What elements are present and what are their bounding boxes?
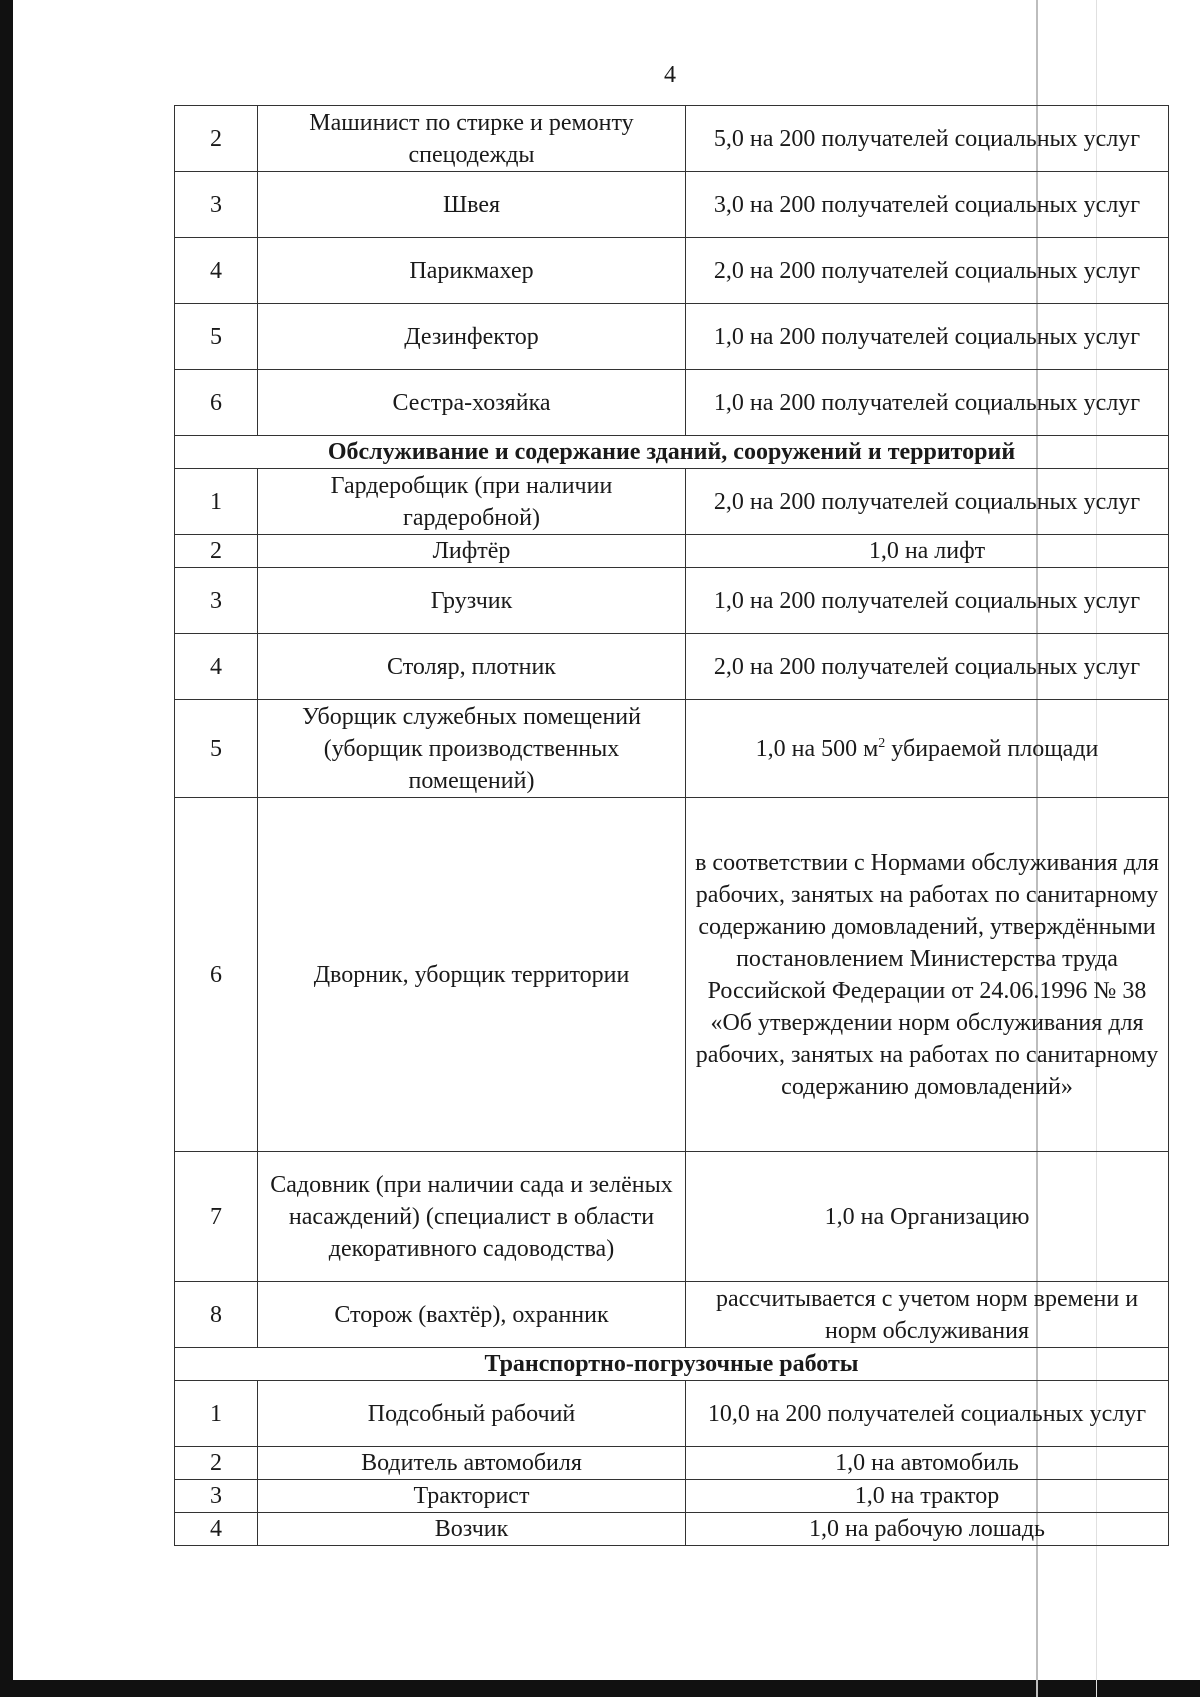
norm-text-suffix: убираемой площади: [885, 735, 1099, 762]
position-name: Машинист по стирке и ремонту спецодежды: [258, 106, 686, 172]
staffing-norm: [686, 700, 1169, 798]
table-row: [175, 798, 1169, 1152]
staffing-norm: рассчитывается с учетом норм времени и норм обслуживания: [686, 1282, 1169, 1348]
table-row: [175, 1447, 1169, 1480]
position-name: Столяр, плотник: [258, 634, 686, 700]
staffing-norm: 5,0 на 200 получателей социальных услуг: [686, 106, 1169, 172]
table-row: [175, 304, 1169, 370]
table-row: [175, 1282, 1169, 1348]
staffing-norms-table: [174, 105, 1169, 1546]
section-header-row: [175, 1348, 1169, 1381]
position-name: Садовник (при наличии сада и зелёных насаждений) (специалист в области декоративного садоводства): [258, 1152, 686, 1282]
table-row: [175, 238, 1169, 304]
row-number: 1: [175, 469, 258, 535]
staffing-norm: 2,0 на 200 получателей социальных услуг: [686, 634, 1169, 700]
row-number: 2: [175, 106, 258, 172]
table-row: [175, 700, 1169, 798]
row-number: 1: [175, 1381, 258, 1447]
position-name: Водитель автомобиля: [258, 1447, 686, 1480]
row-number: 4: [175, 634, 258, 700]
table-row: [175, 172, 1169, 238]
row-number: 3: [175, 568, 258, 634]
row-number: 3: [175, 1480, 258, 1513]
row-number: 6: [175, 798, 258, 1152]
page-number: 4: [664, 62, 676, 88]
position-name: Гардеробщик (при наличии гардеробной): [258, 469, 686, 535]
position-name: Швея: [258, 172, 686, 238]
section-title: Транспортно-погрузочные работы: [175, 1348, 1169, 1381]
position-name: Возчик: [258, 1513, 686, 1546]
norm-superscript: 2: [878, 735, 886, 751]
position-name: Подсобный рабочий: [258, 1381, 686, 1447]
table-row: [175, 1152, 1169, 1282]
scan-bottom-edge: [0, 1680, 1200, 1697]
position-name: Тракторист: [258, 1480, 686, 1513]
position-name: Парикмахер: [258, 238, 686, 304]
row-number: 4: [175, 1513, 258, 1546]
row-number: 2: [175, 535, 258, 568]
norm-text: 1,0 на 500 м: [755, 735, 879, 762]
staffing-norm: 2,0 на 200 получателей социальных услуг: [686, 469, 1169, 535]
table-row: [175, 1480, 1169, 1513]
table-row: [175, 370, 1169, 436]
staffing-norm: 1,0 на рабочую лошадь: [686, 1513, 1169, 1546]
row-number: 5: [175, 304, 258, 370]
table-row: [175, 568, 1169, 634]
position-name: Дезинфектор: [258, 304, 686, 370]
row-number: 4: [175, 238, 258, 304]
table-row: [175, 1381, 1169, 1447]
row-number: 7: [175, 1152, 258, 1282]
staffing-norm: 1,0 на 200 получателей социальных услуг: [686, 568, 1169, 634]
staffing-norm: 1,0 на 200 получателей социальных услуг: [686, 304, 1169, 370]
staffing-norm: 1,0 на 200 получателей социальных услуг: [686, 370, 1169, 436]
table-row: [175, 106, 1169, 172]
row-number: 5: [175, 700, 258, 798]
staffing-norm: 1,0 на лифт: [686, 535, 1169, 568]
table-row: [175, 469, 1169, 535]
position-name: Дворник, уборщик территории: [258, 798, 686, 1152]
row-number: 3: [175, 172, 258, 238]
staffing-norm: в соответствии с Нормами обслуживания для рабочих, занятых на работах по санитарному содержанию домовладений, утверждёнными постановлением Министерства труда Российской Федерации от 24.06.1996 № 38 «Об утверждении норм обслуживания для рабочих, занятых на работах по санитарному содержанию домовладений»: [686, 798, 1169, 1152]
row-number: 2: [175, 1447, 258, 1480]
staffing-norm: 10,0 на 200 получателей социальных услуг: [686, 1381, 1169, 1447]
position-name: Сестра-хозяйка: [258, 370, 686, 436]
staffing-norm: 2,0 на 200 получателей социальных услуг: [686, 238, 1169, 304]
section-header-row: [175, 436, 1169, 469]
staffing-norm: 3,0 на 200 получателей социальных услуг: [686, 172, 1169, 238]
staffing-norm: 1,0 на трактор: [686, 1480, 1169, 1513]
position-name: Сторож (вахтёр), охранник: [258, 1282, 686, 1348]
position-name: Лифтёр: [258, 535, 686, 568]
row-number: 8: [175, 1282, 258, 1348]
section-title: Обслуживание и содержание зданий, сооружений и территорий: [175, 436, 1169, 469]
position-name: Грузчик: [258, 568, 686, 634]
table-row: [175, 535, 1169, 568]
staffing-norm: 1,0 на автомобиль: [686, 1447, 1169, 1480]
table-row: [175, 634, 1169, 700]
scan-left-edge: [0, 0, 13, 1697]
row-number: 6: [175, 370, 258, 436]
table-row: [175, 1513, 1169, 1546]
position-name: Уборщик служебных помещений (уборщик производственных помещений): [258, 700, 686, 798]
staffing-norm: 1,0 на Организацию: [686, 1152, 1169, 1282]
